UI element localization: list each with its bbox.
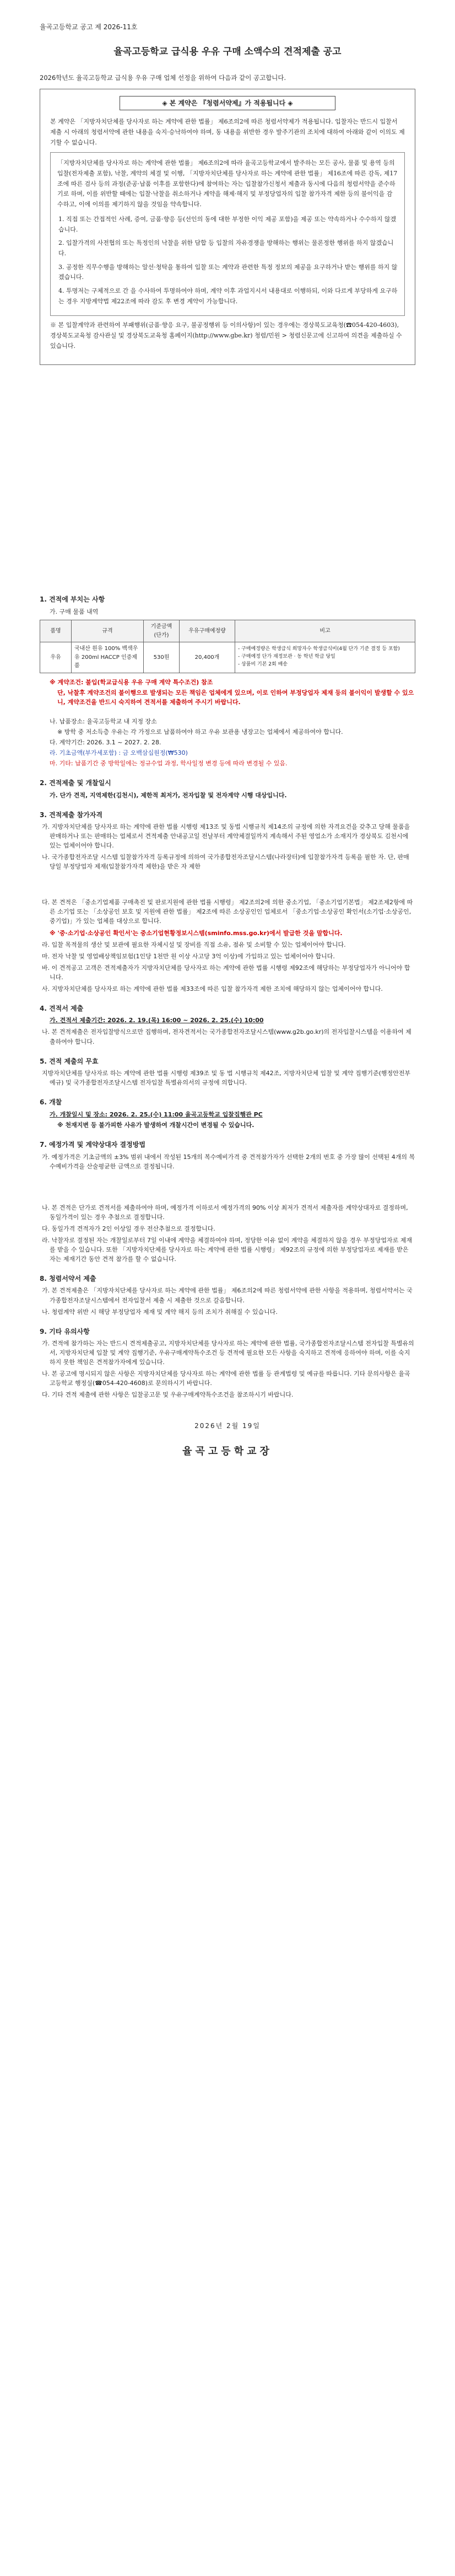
opening-time: 가. 개찰일시 및 장소: 2026. 2. 25.(수) 11:00 율곡고등학교 입찰집행관 PC (50, 1110, 263, 1118)
section-7-title: 7. 예정가격 및 계약상대자 결정방법 (40, 1140, 145, 1149)
qualification-b: 나. 국가종합전자조달 시스템 입찰참가자격 등록규정에 의하여 국가종합전자조달시스템(나라장터)에 입찰참가자격 등록을 필한 자. 단, 판매 당일 부정당업자 제재(입찰참가자격 제한)을 받은 자 제한 (42, 854, 409, 871)
integrity-pledge-text: 가. 본 견적제출은 「지방자치단체를 당사자로 하는 계약에 관한 법률」 제6조의2에 따른 청렴서약에 관한 사항을 적용하며, 청렴서약서는 국가종합전자조달시스템에서 전자입찰서 제출 시 제출한 것으로 갈음합니다. (42, 1287, 413, 1304)
section-6 (40, 1097, 415, 1130)
integrity-pledge-b: 나. 청렴계약 위반 시 해당 부정당업자 제재 및 계약 해지 등의 조치가 취해질 수 있습니다. (42, 1308, 278, 1316)
caution-a: 가. 견적에 참가하는 자는 반드시 견적제출공고, 지방자치단체를 당사자로 하는 계약에 관한 법률, 국가종합전자조달시스템 전자입찰 특별유의서, 지방자치단체 입찰 및 계약 집행기준, 우유구매계약특수조건 등 견적에 필요한 모든 사항을 숙지하고 견적에 응하여야 하며, 이를 숙지하지 못한 책임은 견적참가자에게 있습니다. (42, 1340, 414, 1366)
ethics-list (57, 214, 398, 307)
delivery-place: 나. 납품장소: 율곡고등학교 내 지정 장소 (50, 717, 157, 725)
ethics-inner-box (50, 152, 405, 316)
table-row (40, 642, 415, 673)
notice-number: 율곡고등학교 공고 제 2026-11호 (40, 23, 138, 31)
section-1 (40, 594, 415, 768)
section-5 (40, 1056, 415, 1088)
caution-b: 나. 본 공고에 명시되지 않은 사항은 지방자치단체를 당사자로 하는 계약에 관한 법률 등 관계법령 및 예규를 따릅니다. 기타 문의사항은 율곡고등학교 행정실(☎054-420-4608)로 문의하시기 바랍니다. (42, 1370, 410, 1387)
ethics-inner-para: 「지방자치단체를 당사자로 하는 계약에 관한 법률」 제6조의2에 따라 율곡고등학교에서 발주하는 모든 공사, 물품 및 용역 등의 입찰(전자제출 포함), 낙찰, 계약의 체결 및 이행, 「지방자치단체를 당사자로 하는 계약에 관한 법률」 제16조에 따른 감독, 제17조에 따른 검사 등의 과정(준공·납품 이후를 포함한다)에 참여하는 자는 입찰참가신청서 제출과 동시에 다음의 청렴서약을 준수하기로 하며, 이를 위반할 때에는 입찰·낙찰을 취소하거나 계약을 해제·해지 및 부정당업자의 입찰 참가자격 제한 등의 불이익을 감수하고, 이에 이의를 제기하지 않을 것임을 약속합니다. (57, 159, 398, 208)
contract-period: 다. 계약기간: 2026. 3.1 ~ 2027. 2. 28. (50, 738, 161, 746)
opening-note: ※ 천재지변 등 불가피한 사유가 발생하여 개찰시간이 변경될 수 있습니다. (57, 1121, 254, 1129)
submission-period: 가. 견적서 제출기간: 2026. 2. 19.(목) 16:00 ~ 2026. 2. 25.(수) 10:00 (50, 1017, 264, 1024)
section-2-title: 2. 견적제출 및 개찰일시 (40, 779, 111, 787)
award-a (40, 1203, 415, 1222)
award-c: 라. 낙찰자로 결정된 자는 개찰일로부터 7일 이내에 계약을 체결하여야 하며, 정당한 이유 없이 계약을 체결하지 않을 경우 부정당업자로 제재를 받을 수 있습니다. 또한 「지방자치단체를 당사자로 하는 계약에 관한 법률 시행령」 제92조의 규정에 의한 부정당업자로 제재를 받은 자는 제재기간 동안 견적 참가를 할 수 없습니다. (42, 1236, 412, 1263)
table-header: 비고 (235, 620, 415, 642)
section-1-sub: 가. 구매 물품 내역 (50, 608, 99, 615)
contract-condition-note: ※ 계약조건: 불입(학교급식용 우유 구매 계약 특수조건) 참조 (50, 678, 213, 686)
submission-method: 나. 본 견적제출은 전자입찰방식으로만 집행하며, 전자견적서는 국가종합전자조달시스템(www.g2b.go.kr)의 전자입찰시스템을 이용하여 제출하여야 합니다. (42, 1028, 411, 1045)
section-2 (40, 778, 415, 800)
signature: 율곡고등학교장 (182, 1446, 273, 1458)
table-header: 우유구매예정량 (180, 620, 235, 642)
qualification-c-note: ※ '중·소기업·소상공인 확인서'는 중소기업현황정보시스템(sminfo.mss.go.kr)에서 발급한 것을 말합니다. (50, 929, 343, 937)
section-9-title: 8. 청렴서약서 제출 (40, 1274, 96, 1282)
table-header-row (40, 620, 415, 642)
qualification-c: 다. 본 견적은 「중소기업제품 구매촉진 및 판로지원에 관한 법률 시행령」 제2조의2에 의한 중소기업, 「중소기업기본법」 제2조제2항에 따른 소기업 또는 「소상공인 보호 및 지원에 관한 법률」 제2조에 따른 소상공인인 업체로서 「중소기업·소상공인 확인서(소기업·소상공인, 중기업)」가 있는 업체를 대상으로 합니다. (42, 899, 413, 925)
caution-c: 다. 기타 견적 제출에 관한 사항은 입찰공고문 및 우유구매계약특수조건을 참조하시기 바랍니다. (42, 1391, 294, 1399)
cell-quantity: 20,400개 (180, 642, 235, 673)
cell-note: - 구매예정량은 학생급식 희망자수 학생급식비(4월 단가 기준 결정 등 포함) - 구매예정 단가 재정보관 · 동 학년 학급 당일 - 상품비 기본 2회 배송 (235, 642, 415, 673)
section-4 (40, 1003, 415, 1046)
section-10 (40, 1327, 415, 1400)
ethics-para: 본 계약은 「지방자치단체를 당사자로 하는 계약에 관한 법률」 제6조의2에 따른 청렴서약제가 적용됩니다. 입찰자는 반드시 입찰서 제출 시 아래의 청렴서약에 관한 내용을 숙지·승낙하여야 하며, 동 내용을 위반한 경우 발주기관의 조치에 대하여 아래와 같이 이의도 제기할 수 없습니다. (50, 118, 405, 146)
section-9 (40, 1274, 415, 1317)
qualification-e: 마. 전자 낙찰 및 영업배상책임보험(1인당 1천만 원 이상 사고당 3억 이상)에 가입하고 있는 업체이어야 합니다. (42, 952, 335, 960)
qualification-d: 라. 입찰 목적물의 생산 및 보관에 필요한 자체시설 및 장비를 직접 소유, 점유 및 소비할 수 있는 업체이어야 합니다. (42, 941, 346, 948)
price-method-text: 가. 예정가격은 기초금액의 ±3% 범위 내에서 작성된 15개의 복수예비가격 중 견적참가자가 선택한 2개의 번호 중 가장 많이 선택된 4개의 복수예비가격을 산술평균한 금액으로 결정됩니다. (42, 1153, 415, 1170)
section-10-title: 9. 기타 유의사항 (40, 1327, 90, 1335)
ethics-item: 2. 입찰가격의 사전협의 또는 특정인의 낙찰을 위한 담합 등 입찰의 자유경쟁을 방해하는 행위는 물론정한 행위를 하지 않겠습니다. (58, 239, 394, 257)
cell-name: 우유 (40, 642, 72, 673)
items-table (40, 620, 415, 673)
section-1-title: 1. 견적에 부치는 사항 (40, 595, 105, 604)
intro-text: 2026학년도 율곡고등학교 급식용 우유 구매 업체 선정을 위하여 다음과 같이 공고합니다. (40, 73, 286, 82)
cell-spec: 국내산 원유 100% 백색우유 200ml HACCP 인증제품 (72, 642, 144, 673)
section-3-title: 3. 견적제출 참가자격 (40, 811, 103, 819)
page-title: 율곡고등학교 급식용 우유 구매 소액수의 견적제출 공고 (113, 46, 342, 57)
qualification-a: 가. 지방자치단체를 당사자로 하는 계약에 관한 법률 시행령 제13조 및 동법 시행규칙 제14조의 규정에 의한 자격요건을 갖추고 당해 물품을 판매하거나 또는 판매하는 업체로서 견적제출 안내공고일 전날부터 계약체결일까지 계속해서 주된 영업소가 소재지가 경상북도 김천시에 있는 업체이어야 합니다. (42, 823, 410, 850)
table-header: 기준금액 (단가) (144, 620, 180, 642)
ethics-item: 1. 직접 또는 간접적인 사례, 증여, 금품·향응 등(선인의 동에 대한 부정한 이익 제공 포함)을 제공 또는 약속하거나 수수하지 않겠습니다. (58, 215, 397, 233)
notice-date: 2026년 2월 19일 (194, 1421, 261, 1430)
table-header: 품명 (40, 620, 72, 642)
section-6-title: 6. 개찰 (40, 1098, 62, 1107)
section-7 (40, 1140, 415, 1171)
section-5-title: 5. 견적 제출의 무효 (40, 1057, 99, 1065)
ethics-box-body (50, 117, 405, 351)
ethics-box (40, 89, 415, 366)
qualification-f: 바. 이 견적공고 고객은 견적제출자가 지방자치단체를 당사자로 하는 계약에 관한 법률 시행령 제92조에 해당하는 부정당업자가 아니어야 합니다. (42, 964, 410, 981)
table-header: 규격 (72, 620, 144, 642)
ethics-item: 4. 투명저는 구체적으로 간 을 수사하여 투명하여야 하며, 계약 이후 과업지시서 내용대로 이행하되, 이와 다르게 부당하게 요구하는 경우 지방계약법 제22조에 따라 감도 후 변경 계약이 가능합니다. (58, 287, 398, 305)
qualification-g: 사. 지방자치단체를 당사자로 하는 계약에 관한 법률 제33조에 따른 입찰 참가자격 제한 조치에 해당하지 않는 업체이어야 합니다. (42, 985, 383, 992)
delivery-note: ※ 방학 중 저소득층 우유는 각 가정으로 납품하여야 하고 우유 보관용 냉장고는 업체에서 제공하여야 합니다. (57, 728, 343, 736)
ethics-box-title: ◈ 본 계약은 『청렴서약제』가 적용됩니다 ◈ (120, 96, 335, 111)
section-2-a: 가. 단가 견적, 지역제한(김천시), 제한적 최저가, 전자입찰 및 전자계약 시행 대상입니다. (50, 791, 287, 799)
ethics-footer: ※ 본 입찰계약과 관련하여 부패행위(금품·향응 요구, 불공정행위 등 이의사항)이 있는 경우에는 경상북도교육청(☎054-420-4603), 경상북도교육청 감사관실 및 경상북도교육청 홈페이지(http://www.gbe.kr) 청렴/민원 > 청렴신문고에 신고하여 의견을 제출하실 수 있습니다. (50, 321, 402, 350)
section-8 (40, 1203, 415, 1264)
other-note: 마. 기타: 납품기간 중 방학일에는 정규수업 과정, 학사일정 변경 등에 따라 변경될 수 있음. (50, 759, 288, 767)
cell-unit-price: 530원 (144, 642, 180, 673)
ethics-item: 3. 공정한 직무수행을 방해하는 알선·청탁을 통하여 입찰 또는 계약과 관련한 특정 정보의 제공을 요구하거나 받는 행위를 하지 않겠습니다. (58, 263, 398, 281)
invalid-submission-text: 지방자치단체를 당사자로 하는 계약에 관한 법률 시행령 제39조 및 동 법 시행규칙 제42조, 지방자치단체 입찰 및 계약 집행기준(행정안전부 예규) 및 국가종합전자조달시스템 전자입찰 특별유의서의 규정에 의합니다. (42, 1070, 411, 1087)
blank-space (40, 375, 415, 584)
award-b: 다. 동일가격 견적자가 2인 이상일 경우 전산추첨으로 결정합니다. (42, 1225, 215, 1232)
base-amount: 라. 기초금액(부가세포함) : 금 오백삼십원정(₩530) (50, 749, 188, 756)
award-a-text: 나. 본 견적은 단가로 견적서를 제출하여야 하며, 예정가격 이하로서 예정가격의 90% 이상 최저가 견적서 제출자를 계약상대자로 결정하며, 동일가격이 있는 경우 추첨으로 결정합니다. (42, 1204, 408, 1221)
section-3 (40, 810, 415, 994)
contract-condition-warning: 단, 낙찰후 계약조건의 불이행으로 발생되는 모든 책임은 업체에게 있으며, 이로 인하여 부정당업자 제재 등의 불이익이 발생할 수 있으니, 계약조건을 반드시 숙지하여 견적서를 제출하여 주시기 바랍니다. (57, 689, 414, 706)
section-4-title: 4. 견적서 제출 (40, 1004, 84, 1012)
